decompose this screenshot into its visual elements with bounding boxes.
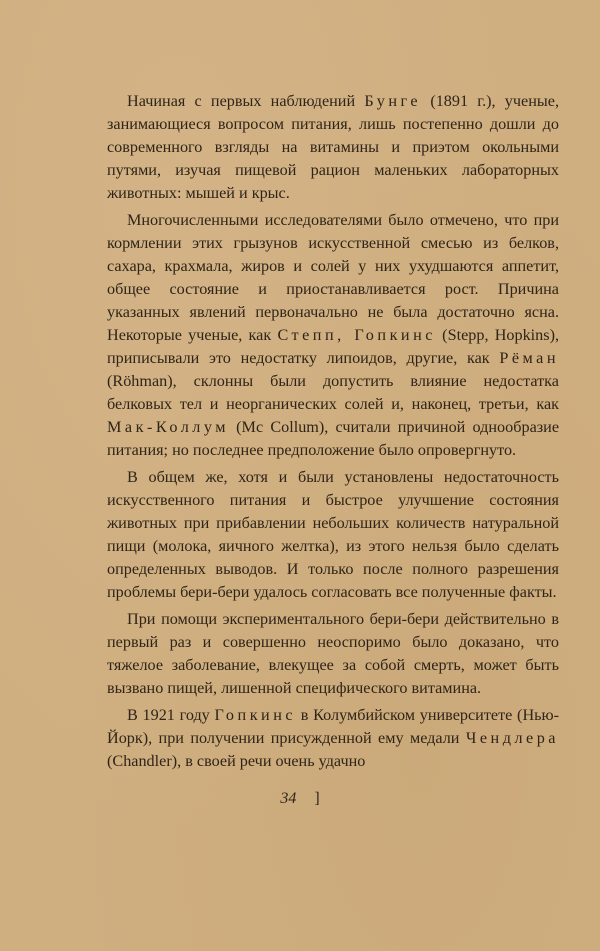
paragraph: В 1921 году Гопкинс в Колумбийском университете (Нью-Йорк), при получении присужденной ему медали Чендлера (Chandler), в своей речи очень удачно (107, 706, 559, 770)
page-number-bracket: ] (314, 790, 320, 807)
spaced-name: Гопкинс (214, 706, 297, 724)
page-footer (0, 790, 600, 808)
spaced-name: Степп, Гопкинс (277, 326, 436, 344)
paragraph: В общем же, хотя и были установлены недостаточность искусственного питания и быстрое улучшение состояния животных при прибавлении небольших количеств натуральной пищи (молока, яичного желтка), из этого нельзя было сделать определенных выводов. И только после полного разрешения проблемы бери-бери удалось согласовать все полученные факты. (107, 468, 559, 601)
page-number: 34 (280, 790, 297, 807)
page-body (107, 90, 559, 777)
spaced-name: Бунге (364, 92, 422, 110)
paragraph: При помощи экспериментального бери-бери действительно в первый раз и совершенно неоспоримо было доказано, что тяжелое заболевание, влекущее за собой смерть, может быть вызвано пищей, лишенной специфического витамина. (107, 610, 559, 697)
paragraph: Многочисленными исследователями было отмечено, что при кормлении этих грызунов искусственной смесью из белков, сахара, крахмала, жиров и солей у них ухудшаются аппетит, общее состояние и приостанавливается рост. Причина указанных явлений первоначально не была достаточно ясна. Некоторые ученые, как Степп, Гопкинс (Stepp, Hopkins), приписывали это недостатку липоидов, другие, как Рёман (Röhman), склонны были допустить влияние недостатка белковых тел и неорганических солей и, наконец, третьи, как Мак-Коллум (Mc Collum), считали причиной однообразие питания; но последнее предположение было опровергнуто. (107, 211, 560, 459)
paragraph: Начиная с первых наблюдений Бунге (1891 г.), ученые, занимающиеся вопросом питания, лишь постепенно дошли до современного взгляды на витамины и приэтом окольными путями, изучая пищевой рацион маленьких лабораторных животных: мышей и крыс. (107, 92, 559, 202)
spaced-name: Рёман (499, 349, 559, 367)
spaced-name: Чендлера (465, 729, 559, 747)
spaced-name: Мак-Коллум (107, 418, 229, 436)
